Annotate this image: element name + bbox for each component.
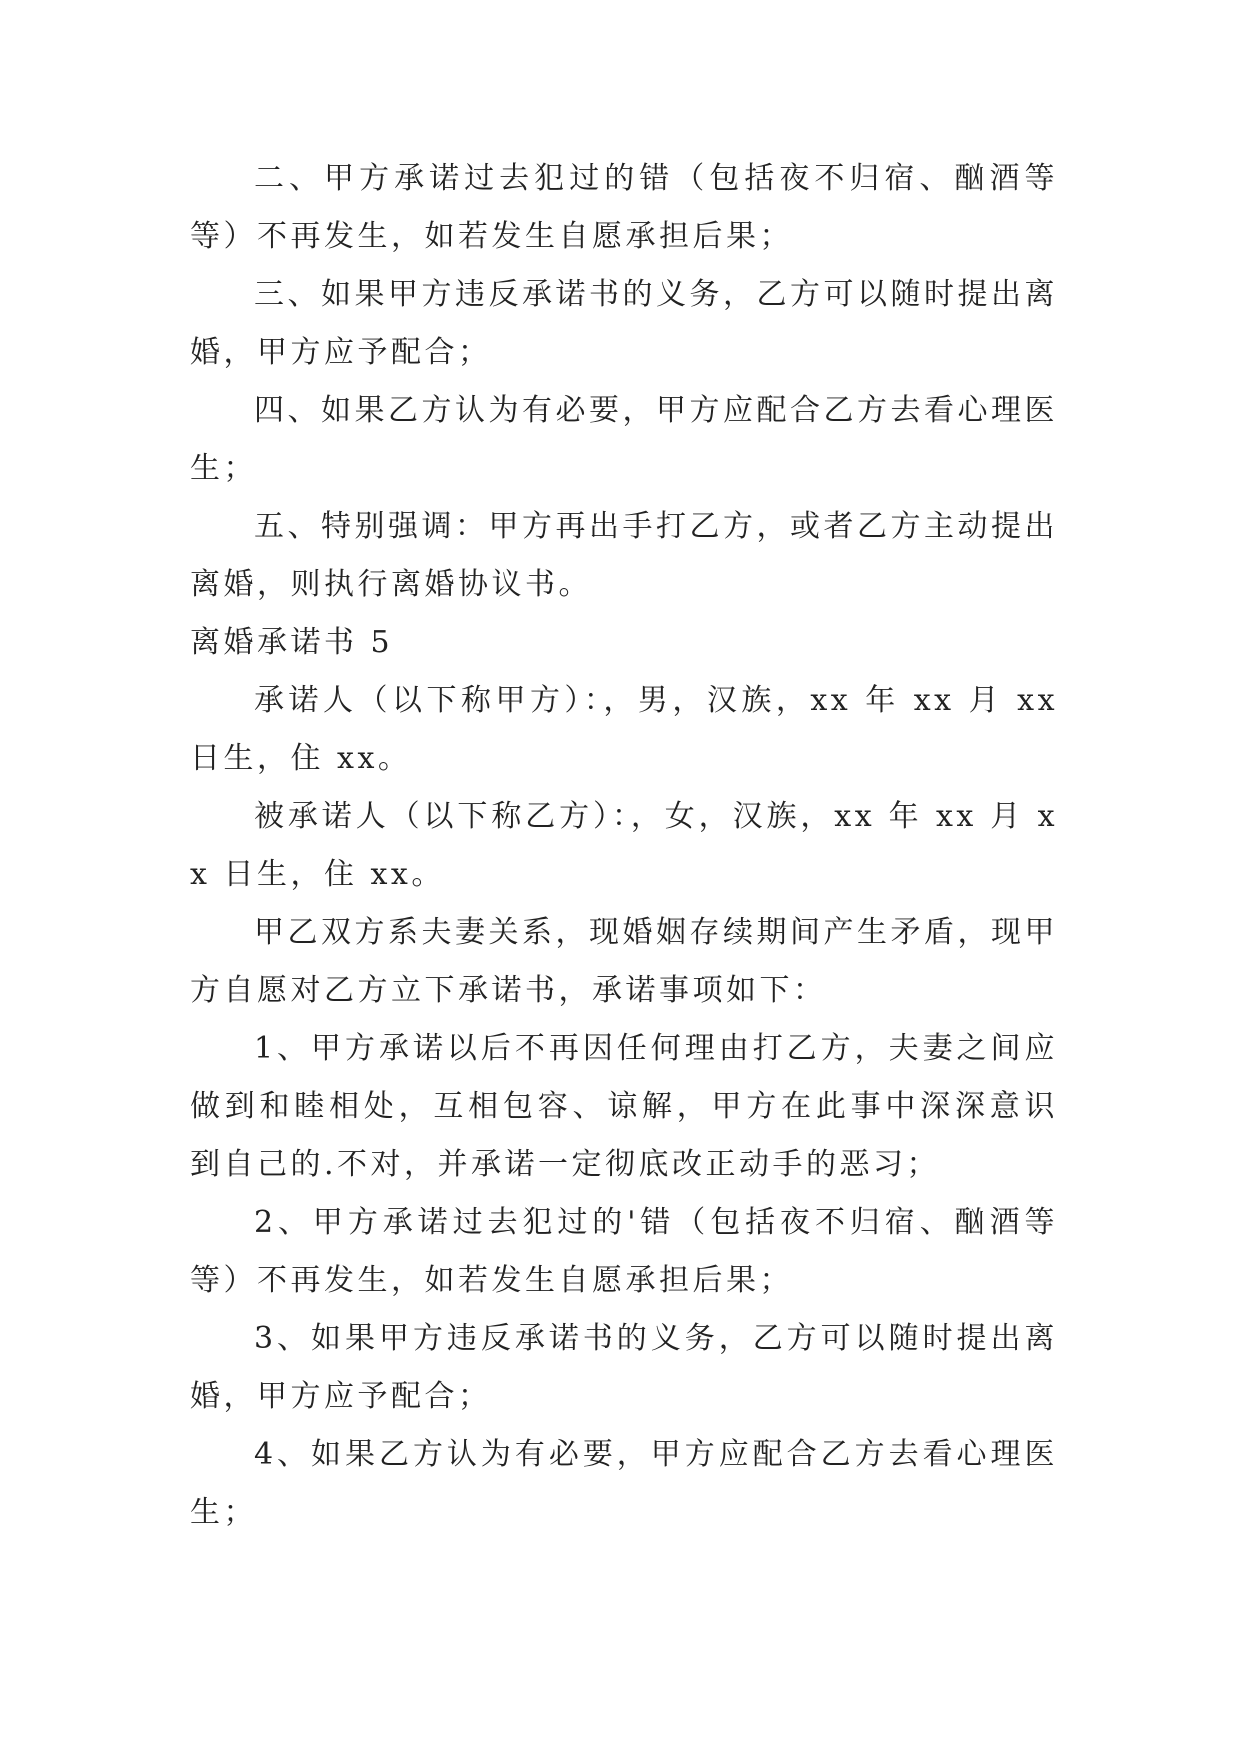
paragraph-item-3: 三、如果甲方违反承诺书的义务，乙方可以随时提出离婚，甲方应予配合； bbox=[190, 277, 1058, 370]
promisor-info: 承诺人（以下称甲方）：，男，汉族，xx 年 xx 月 xx 日生，住 xx。 bbox=[190, 683, 1058, 776]
clause-2: 2、甲方承诺过去犯过的'错（包括夜不归宿、酗酒等等）不再发生，如若发生自愿承担后果； bbox=[190, 1205, 1058, 1298]
clause-4: 4、如果乙方认为有必要，甲方应配合乙方去看心理医生； bbox=[190, 1437, 1058, 1530]
section-heading: 离婚承诺书 5 bbox=[190, 625, 394, 660]
document-page bbox=[190, 150, 1058, 1542]
clause-1: 1、甲方承诺以后不再因任何理由打乙方，夫妻之间应做到和睦相处，互相包容、谅解，甲方在此事中深深意识到自己的.不对，并承诺一定彻底改正动手的恶习； bbox=[190, 1031, 1058, 1182]
paragraph-item-2: 二、甲方承诺过去犯过的错（包括夜不归宿、酗酒等等）不再发生，如若发生自愿承担后果； bbox=[190, 161, 1058, 254]
clause-3: 3、如果甲方违反承诺书的义务，乙方可以随时提出离婚，甲方应予配合； bbox=[190, 1321, 1058, 1414]
intro-paragraph: 甲乙双方系夫妻关系，现婚姻存续期间产生矛盾，现甲方自愿对乙方立下承诺书，承诺事项如下： bbox=[190, 915, 1058, 1008]
promisee-info: 被承诺人（以下称乙方）：，女，汉族，xx 年 xx 月 xx 日生，住 xx。 bbox=[190, 799, 1058, 892]
paragraph-item-4: 四、如果乙方认为有必要，甲方应配合乙方去看心理医生； bbox=[190, 393, 1058, 486]
paragraph-item-5: 五、特别强调：甲方再出手打乙方，或者乙方主动提出离婚，则执行离婚协议书。 bbox=[190, 509, 1058, 602]
